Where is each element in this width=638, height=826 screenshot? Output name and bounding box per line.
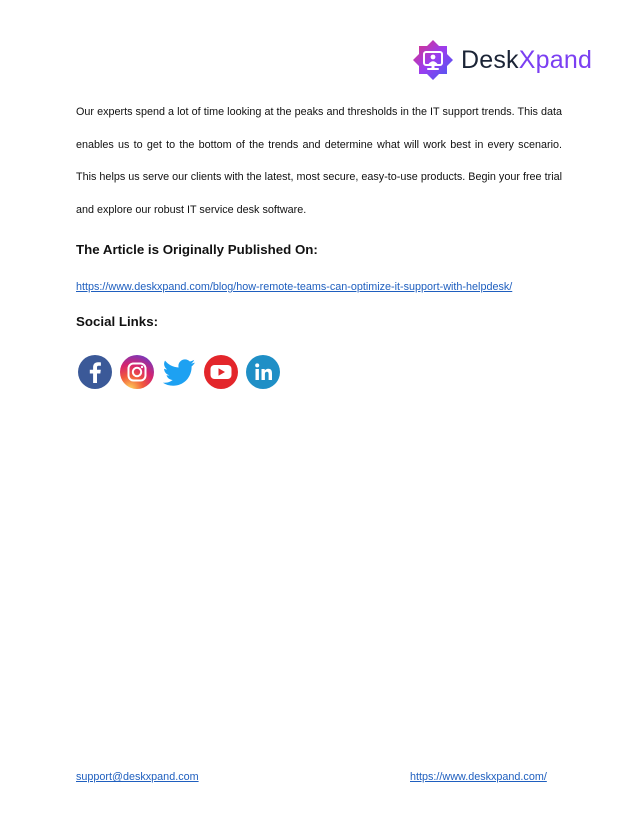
brand-logo xyxy=(412,38,592,82)
instagram-icon[interactable] xyxy=(119,354,155,390)
linkedin-icon[interactable] xyxy=(245,354,281,390)
social-links xyxy=(77,354,281,390)
article-link[interactable]: https://www.deskxpand.com/blog/how-remote-teams-can-optimize-it-support-with-helpdesk/ xyxy=(76,281,513,293)
brand-name-desk: Desk xyxy=(461,45,519,74)
deskxpand-logo-icon xyxy=(412,39,454,81)
footer-website-link[interactable]: https://www.deskxpand.com/ xyxy=(410,771,547,783)
social-links-heading: Social Links: xyxy=(76,314,159,329)
brand-name xyxy=(461,45,593,74)
article-heading: The Article is Originally Published On: xyxy=(76,242,318,257)
footer-email-link[interactable]: support@deskxpand.com xyxy=(76,771,199,783)
facebook-icon[interactable] xyxy=(77,354,113,390)
brand-name-xpand: Xpand xyxy=(518,45,593,74)
twitter-icon[interactable] xyxy=(161,354,197,390)
youtube-icon[interactable] xyxy=(203,354,239,390)
body-paragraph: Our experts spend a lot of time looking at the peaks and thresholds in the IT support trends. This data enables us to get to the bottom of the trends and determine what will work best in every scenario. This helps us serve our clients with the latest, most secure, easy-to-use products. Begin your free trial and explore our robust IT service desk software. xyxy=(76,106,562,216)
